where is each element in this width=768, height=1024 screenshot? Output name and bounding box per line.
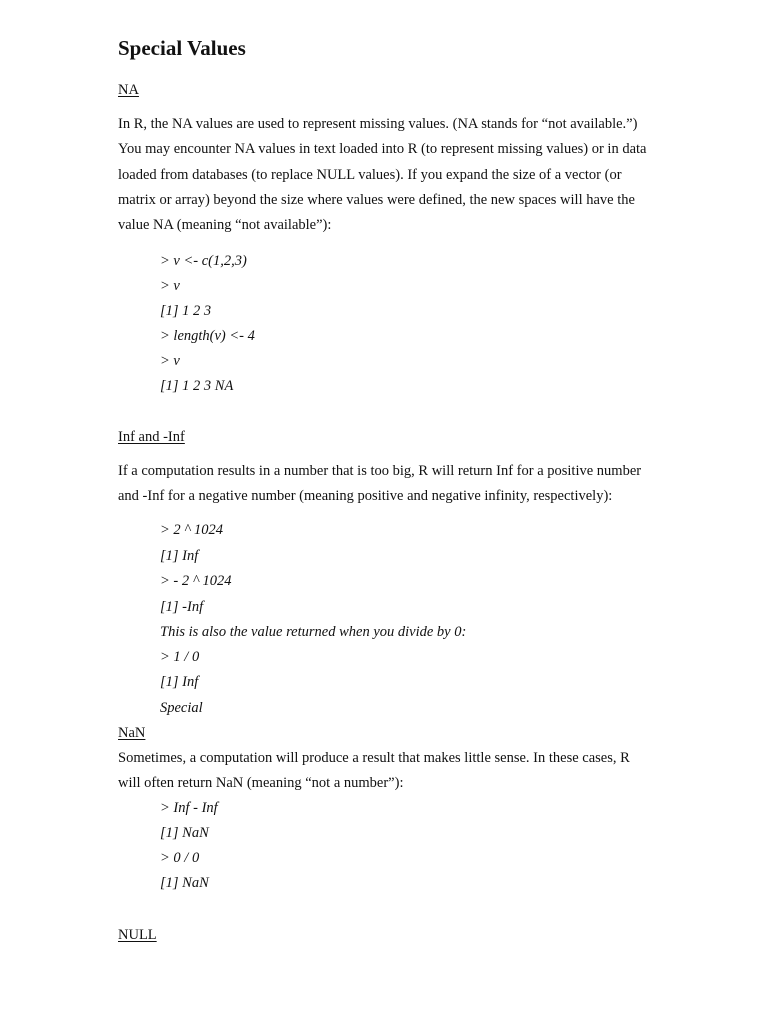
code-line: > v: [160, 353, 180, 369]
code-line: [1] NaN: [160, 875, 209, 891]
code-line: [1] -Inf: [160, 599, 204, 615]
section-heading-null: NULL: [118, 927, 157, 943]
code-line: > Inf - Inf: [160, 800, 218, 816]
code-line: [1] NaN: [160, 825, 209, 841]
code-line: > v: [160, 278, 180, 294]
code-line: > length(v) <- 4: [160, 328, 255, 344]
code-line: [1] Inf: [160, 548, 199, 564]
document-title: Special Values: [118, 36, 246, 60]
section-paragraph-na: In R, the NA values are used to represent missing values. (NA stands for “not available.”) You may encounter NA values in text loaded into R (to represent missing values) or in data loaded from databases (to replace NULL values). If you expand the size of a vector (or matrix or array) beyond the size where values were defined, the new spaces will have the value NA (meaning “not available”):: [118, 116, 647, 234]
section-paragraph-nan: Sometimes, a computation will produce a result that makes little sense. In these cases, R will often return NaN (meaning “not a number”):: [118, 750, 630, 792]
section-heading-na: NA: [118, 82, 139, 98]
section-heading-inf: Inf and -Inf: [118, 429, 185, 445]
code-line: > 1 / 0: [160, 649, 200, 665]
code-line: [1] Inf: [160, 674, 199, 690]
code-line: > 2 ^ 1024: [160, 522, 224, 538]
code-line: Special: [160, 700, 203, 716]
code-line: This is also the value returned when you divide by 0:: [160, 624, 467, 640]
section-heading-nan: NaN: [118, 725, 146, 741]
code-line: [1] 1 2 3: [160, 303, 212, 319]
code-line: > 0 / 0: [160, 850, 200, 866]
code-line: > - 2 ^ 1024: [160, 573, 232, 589]
section-paragraph-inf: If a computation results in a number that is too big, R will return Inf for a positive number and -Inf for a negative number (meaning positive and negative infinity, respectively):: [118, 463, 642, 505]
code-line: > v <- c(1,2,3): [160, 253, 247, 269]
code-line: [1] 1 2 3 NA: [160, 378, 234, 394]
